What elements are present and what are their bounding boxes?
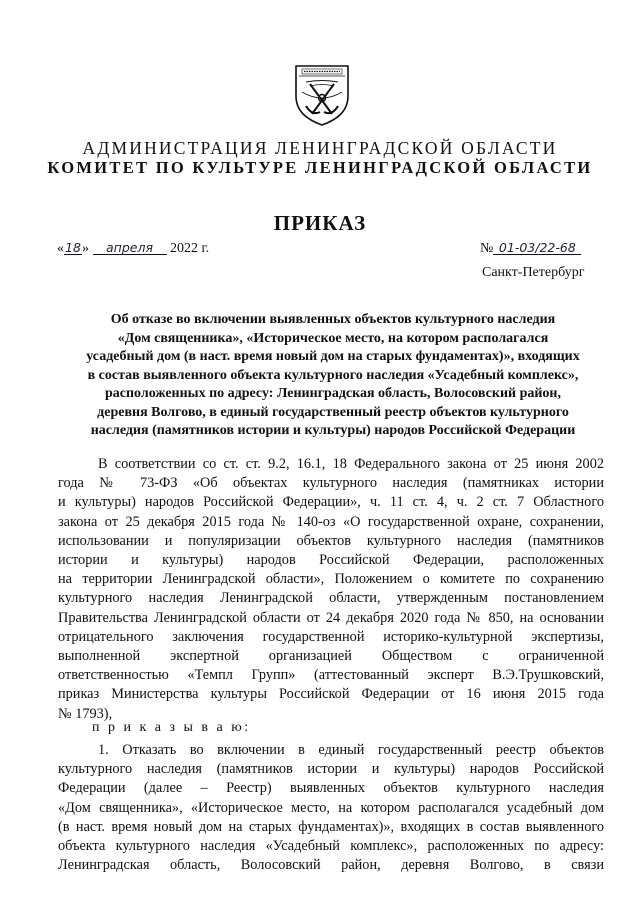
- date-year: 2022 г.: [170, 241, 210, 256]
- text-line: В соответствии со ст. ст. 9.2, 16.1, 18 Федерального закона от 25 июня 2002: [98, 456, 604, 472]
- date-quote-close: »: [82, 241, 89, 256]
- title-line: Об отказе во включении выявленных объектов культурного наследия: [110, 312, 556, 327]
- preamble-paragraph: [58, 455, 604, 724]
- text-line: на территории Ленинградской области», Положением о комитете по сохранению: [58, 571, 604, 588]
- date-quote-open: «: [57, 241, 64, 256]
- document-number: [480, 241, 581, 257]
- number-value: 01-03/22-68: [493, 241, 581, 255]
- title-line: усадебный дом (в наст. время новый дом на старых фундаментах)», входящих: [86, 349, 580, 364]
- text-line: приказ Министерства культуры Российской Федерации от 16 июня 2015 года: [58, 686, 604, 703]
- title-line: в состав выявленного объекта культурного наследия «Усадебный комплекс»,: [87, 367, 579, 383]
- text-line: и культуры) народов Российской Федерации», ч. 11 ст. 4, ч. 2 ст. 7 Областного: [58, 494, 604, 511]
- text-line: 1. Отказать во включении в единый государственный реестр объектов: [98, 742, 604, 758]
- title-line: наследия (памятников истории и культуры) народов Российской Федерации: [90, 423, 576, 438]
- org-line-administration: АДМИНИСТРАЦИЯ ЛЕНИНГРАДСКОЙ ОБЛАСТИ: [82, 138, 558, 158]
- order-item-1: [58, 741, 604, 875]
- title-line: расположенных по адресу: Ленинградская область, Волосовский район,: [104, 386, 561, 401]
- text-line: истории и культуры) народов Российской Федерации, расположенных: [58, 552, 604, 569]
- document-city: Санкт-Петербург: [482, 265, 585, 280]
- text-line: культурного наследия Ленинградской области, утвержденным постановлением: [58, 590, 604, 607]
- text-line: объекта культурного наследия «Усадебный комплекс», расположенных по адресу:: [58, 838, 604, 855]
- text-line: (в наст. время новый дом на старых фундаментах)», входящих в состав выявленного: [58, 818, 604, 835]
- text-line: выполненной экспертной организацией Обществом с ограниченной: [58, 648, 604, 665]
- text-line: Правительства Ленинградской области от 24 декабря 2020 года № 850, на основании: [58, 609, 604, 626]
- title-line: деревня Волгово, в единый государственный реестр объектов культурного: [97, 404, 569, 420]
- document-title: [62, 311, 604, 441]
- number-prefix: №: [480, 241, 494, 256]
- text-line: использовании и популяризации объектов культурного наследия (памятников: [58, 532, 604, 549]
- title-line: «Дом священника», «Историческое место, на котором располагался: [117, 330, 549, 346]
- text-line: Федерации (далее – Реестр) выявленных объектов культурного наследия: [58, 780, 604, 797]
- text-line: года № 73-ФЗ «Об объектах культурного наследия (памятниках истории: [58, 475, 604, 492]
- text-line: ответственностью «Темпл Групп» (аттестованный эксперт В.Э.Трушковский,: [58, 667, 604, 684]
- text-line: № 1793),: [58, 705, 113, 722]
- text-line: «Дом священника», «Историческое место, на котором располагался усадебный дом: [58, 799, 604, 816]
- document-date: [57, 241, 209, 257]
- text-line: закона от 25 декабря 2015 года № 140-оз «О государственной охране, сохранении,: [58, 513, 604, 530]
- org-line-committee: КОМИТЕТ ПО КУЛЬТУРЕ ЛЕНИНГРАДСКОЙ ОБЛАСТИ: [47, 158, 593, 177]
- coat-of-arms-icon: [292, 62, 352, 128]
- document-type-heading: ПРИКАЗ: [273, 211, 367, 235]
- date-month: апреля: [93, 241, 167, 255]
- text-line: культурного наследия (памятников истории и культуры) народов Российской: [58, 761, 604, 778]
- text-line: отрицательного заключения государственной историко-культурной экспертизы,: [58, 628, 604, 645]
- order-word: п р и к а з ы в а ю:: [92, 720, 251, 735]
- date-day: 18: [65, 240, 81, 255]
- text-line: Ленинградская область, Волосовский район, деревня Волгово, в связи: [58, 857, 604, 874]
